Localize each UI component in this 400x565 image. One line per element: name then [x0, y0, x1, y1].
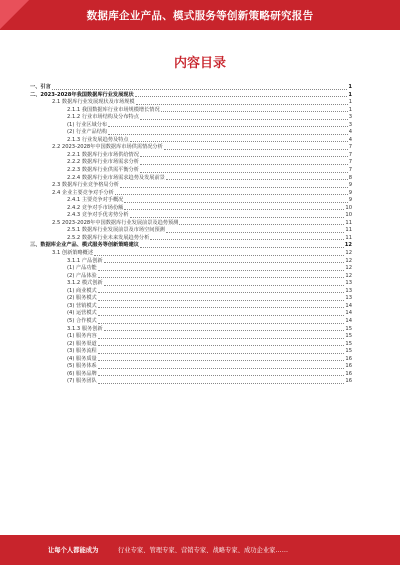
toc-leader-dots: [98, 277, 345, 278]
toc-leader-dots: [115, 194, 348, 195]
toc-entry[interactable]: [30, 212, 352, 220]
toc-entry[interactable]: [30, 378, 352, 386]
toc-heading: 内容目录: [173, 56, 226, 71]
toc-entry-label: 2.1 数据库行业发展现状及市场规模: [52, 99, 135, 106]
toc-leader-dots: [98, 292, 345, 293]
toc-leader-dots: [98, 368, 345, 369]
toc-entry-page: 14: [345, 302, 352, 309]
toc-entry-page: 15: [345, 325, 352, 332]
toc-leader-dots: [108, 126, 348, 127]
toc-entry[interactable]: [30, 363, 352, 371]
toc-entry-page: 1: [348, 106, 352, 113]
toc-entry-page: 7: [348, 159, 352, 166]
toc-entry-page: 12: [344, 242, 352, 249]
table-of-contents: [30, 84, 352, 386]
toc-leader-dots: [104, 285, 345, 286]
toc-leader-dots: [124, 209, 344, 210]
toc-entry-page: 9: [348, 197, 352, 204]
toc-entry[interactable]: [30, 92, 352, 100]
toc-leader-dots: [98, 270, 345, 271]
toc-entry-label: 2.5 2023-2028年中国数据库行业发展前景及趋势预测: [52, 219, 179, 226]
toc-entry[interactable]: [30, 197, 352, 205]
toc-entry[interactable]: [30, 227, 352, 235]
toc-leader-dots: [124, 202, 347, 203]
toc-entry-label: 2.5.2 数据库行业未来发展趋势分析: [67, 234, 150, 241]
toc-entry-label: 二、2023-2028年我国数据库行业发展现状: [30, 91, 134, 98]
toc-entry-label: 2.2.3 数据库行业供需平衡分析: [67, 167, 139, 174]
toc-leader-dots: [98, 307, 345, 308]
toc-entry[interactable]: [30, 84, 352, 92]
toc-entry-label: (2) 服务模式: [67, 295, 97, 302]
toc-entry-label: (4) 服务质量: [67, 355, 97, 362]
toc-entry-label: 3.1.1 产品创新: [67, 257, 103, 264]
toc-leader-dots: [98, 300, 345, 301]
header-banner: [0, 0, 400, 30]
toc-entry-label: (2) 产品体验: [67, 272, 97, 279]
toc-entry-page: 13: [345, 295, 352, 302]
toc-entry[interactable]: [30, 175, 352, 183]
toc-entry-page: 13: [345, 280, 352, 287]
toc-entry-page: 13: [345, 287, 352, 294]
toc-leader-dots: [98, 315, 345, 316]
toc-leader-dots: [104, 330, 345, 331]
toc-leader-dots: [166, 179, 348, 180]
toc-entry-label: (1) 产品功能: [67, 265, 97, 272]
toc-leader-dots: [140, 156, 348, 157]
toc-entry-page: 11: [345, 219, 352, 226]
toc-entry-page: 16: [345, 378, 352, 385]
toc-entry[interactable]: [30, 129, 352, 137]
toc-leader-dots: [136, 104, 348, 105]
toc-leader-dots: [94, 255, 344, 256]
toc-entry[interactable]: [30, 341, 352, 349]
toc-entry-label: (2) 服务渠道: [67, 340, 97, 347]
toc-entry-label: (1) 商业模式: [67, 287, 97, 294]
toc-entry[interactable]: [30, 326, 352, 334]
toc-entry[interactable]: [30, 265, 352, 273]
toc-entry-page: 1: [348, 84, 352, 90]
toc-entry[interactable]: [30, 318, 352, 326]
toc-leader-dots: [98, 353, 345, 354]
toc-leader-dots: [98, 360, 345, 361]
toc-leader-dots: [135, 96, 348, 97]
toc-entry-page: 15: [345, 348, 352, 355]
toc-entry[interactable]: [30, 99, 352, 107]
footer-slogan: 让每个人都能成为: [48, 547, 99, 554]
toc-entry[interactable]: [30, 333, 352, 341]
toc-entry-page: 7: [348, 167, 352, 174]
toc-entry-label: 2.1.3 行业发展趋势及特点: [67, 136, 129, 143]
toc-entry-label: 2.3 数据库行业竞争格局分析: [52, 182, 119, 189]
toc-entry-page: 12: [345, 272, 352, 279]
toc-entry-page: 12: [345, 257, 352, 264]
toc-entry-page: 7: [348, 151, 352, 158]
toc-entry-page: 9: [348, 189, 352, 196]
toc-leader-dots: [150, 239, 344, 240]
toc-leader-dots: [98, 383, 345, 384]
toc-entry-page: 16: [345, 370, 352, 377]
toc-leader-dots: [120, 187, 348, 188]
toc-entry-page: 4: [348, 129, 352, 136]
toc-entry-page: 16: [345, 355, 352, 362]
toc-leader-dots: [130, 217, 345, 218]
toc-entry-label: (3) 服务流程: [67, 348, 97, 355]
toc-entry[interactable]: [30, 258, 352, 266]
toc-entry-label: (6) 服务品牌: [67, 370, 97, 377]
toc-entry-page: 15: [345, 340, 352, 347]
toc-entry-label: 2.2.4 数据库行业市场需求趋势及发展前景: [67, 174, 165, 181]
toc-entry-label: 2.4.1 主要竞争对手概况: [67, 197, 124, 204]
toc-leader-dots: [52, 89, 348, 90]
toc-entry[interactable]: [30, 167, 352, 175]
toc-entry[interactable]: [30, 310, 352, 318]
toc-entry-page: 11: [345, 227, 352, 234]
toc-entry-page: 4: [348, 136, 352, 143]
toc-entry-page: 12: [345, 265, 352, 272]
toc-leader-dots: [140, 172, 348, 173]
toc-entry-label: 2.1.2 行业市场结构及分布特点: [67, 114, 139, 121]
toc-entry-page: 1: [348, 91, 352, 98]
toc-entry-page: 14: [345, 317, 352, 324]
toc-entry[interactable]: [30, 348, 352, 356]
toc-entry-page: 15: [345, 333, 352, 340]
toc-entry-label: (3) 营销模式: [67, 302, 97, 309]
toc-entry[interactable]: [30, 242, 352, 250]
toc-entry[interactable]: [30, 295, 352, 303]
footer-banner: [0, 535, 400, 565]
toc-leader-dots: [140, 164, 348, 165]
report-title: 数据库企业产品、模式服务等创新策略研究报告: [86, 10, 314, 22]
toc-entry-label: 一、引言: [30, 84, 51, 90]
toc-entry-page: 14: [345, 310, 352, 317]
toc-entry-label: 2.4.3 竞争对手优劣势分析: [67, 212, 129, 219]
toc-entry-label: (5) 服务体系: [67, 363, 97, 370]
toc-entry-label: (2) 行业产品结构: [67, 129, 108, 136]
toc-leader-dots: [166, 232, 345, 233]
toc-entry-page: 9: [348, 182, 352, 189]
toc-entry-label: (1) 服务内容: [67, 333, 97, 340]
toc-entry[interactable]: [30, 182, 352, 190]
toc-entry-page: 10: [345, 212, 352, 219]
toc-entry[interactable]: [30, 144, 352, 152]
toc-leader-dots: [140, 119, 348, 120]
toc-entry-page: 7: [348, 144, 352, 151]
toc-entry[interactable]: [30, 159, 352, 167]
toc-entry-page: 11: [345, 234, 352, 241]
toc-entry-label: 2.2.1 数据库行业市场供给情况: [67, 151, 139, 158]
toc-entry-label: (4) 运营模式: [67, 310, 97, 317]
toc-leader-dots: [98, 338, 345, 339]
toc-entry-label: 3.1.2 模式创新: [67, 280, 103, 287]
footer-roles: 行业专家、管理专家、营销专家、战略专家、成功企业家……: [118, 547, 289, 554]
toc-leader-dots: [161, 111, 348, 112]
toc-entry-label: 2.5.1 数据库行业发展前景及市场空间预测: [67, 227, 165, 234]
toc-entry[interactable]: [30, 114, 352, 122]
toc-leader-dots: [104, 262, 345, 263]
toc-entry-page: 3: [348, 114, 352, 121]
toc-entry-label: (5) 合作模式: [67, 317, 97, 324]
toc-leader-dots: [130, 141, 348, 142]
toc-entry-page: 3: [348, 121, 352, 128]
toc-entry-page: 10: [345, 204, 352, 211]
toc-entry-label: 2.4 企业主要竞争对手分析: [52, 189, 114, 196]
toc-leader-dots: [98, 375, 345, 376]
toc-entry[interactable]: [30, 250, 352, 258]
toc-entry-label: 2.1.1 我国数据库行业市场规模增长情况: [67, 106, 160, 113]
toc-entry-label: 3.1 创新策略概述: [52, 250, 94, 257]
toc-leader-dots: [98, 345, 345, 346]
toc-entry-label: 3.1.3 服务创新: [67, 325, 103, 332]
toc-entry-label: 三、数据库企业产品、模式服务等创新策略建议: [30, 242, 139, 249]
toc-entry[interactable]: [30, 280, 352, 288]
toc-entry-page: 16: [345, 363, 352, 370]
toc-entry-label: (1) 行业区域分布: [67, 121, 108, 128]
toc-entry-page: 12: [345, 250, 352, 257]
toc-leader-dots: [179, 224, 344, 225]
toc-leader-dots: [164, 149, 348, 150]
toc-entry-page: 8: [348, 174, 352, 181]
toc-entry-label: 2.2.2 数据库行业市场需求分析: [67, 159, 139, 166]
toc-leader-dots: [98, 323, 345, 324]
toc-leader-dots: [140, 247, 344, 248]
toc-entry-label: (7) 服务团队: [67, 378, 97, 385]
toc-entry-label: 2.2 2023-2028年中国数据库市场供需情况分析: [52, 144, 163, 151]
toc-leader-dots: [108, 134, 348, 135]
toc-entry-label: 2.4.2 竞争对手市场份额: [67, 204, 124, 211]
toc-entry-page: 1: [348, 99, 352, 106]
